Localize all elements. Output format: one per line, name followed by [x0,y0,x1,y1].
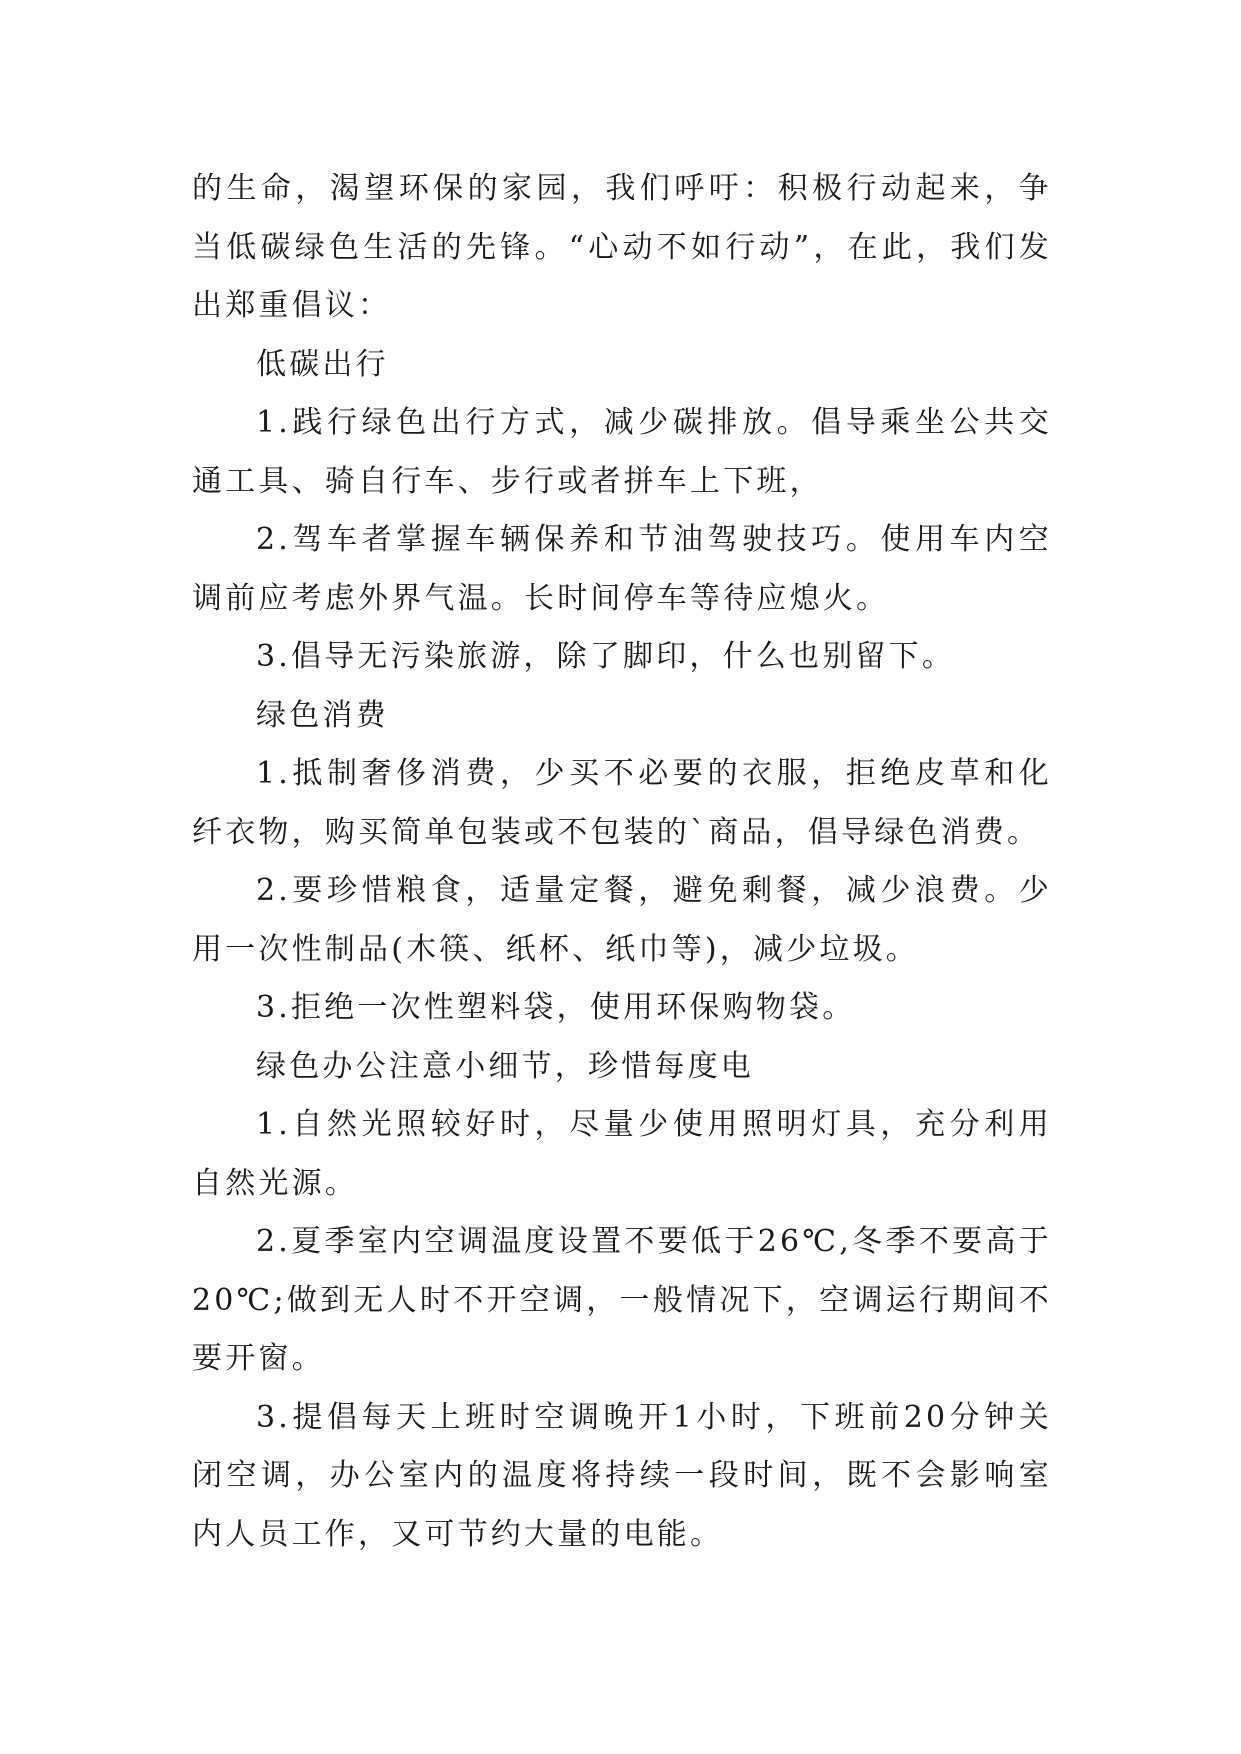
heading-low-carbon-travel: 低碳出行 [256,346,389,382]
paragraph-office-3: 3.提倡每天上班时空调晚开1小时，下班前20分钟关闭空调，办公室内的温度将持续一段时间，既不会影响室内人员工作，又可节约大量的电能。 [192,1399,1052,1552]
paragraph-travel-1: 1.践行绿色出行方式，减少碳排放。倡导乘坐公共交通工具、骑自行车、步行或者拼车上下班， [192,405,1052,499]
paragraph-consumption-1: 1.抵制奢侈消费，少买不必要的衣服，拒绝皮草和化纤衣物，购买简单包装或不包装的`商品，倡导绿色消费。 [192,756,1052,850]
paragraph-office-1: 1.自然光照较好时，尽量少使用照明灯具，充分利用自然光源。 [192,1107,1052,1201]
heading-green-consumption: 绿色消费 [256,697,389,733]
paragraph-travel-3: 3.倡导无污染旅游，除了脚印，什么也别留下。 [256,639,956,674]
paragraph-consumption-3: 3.拒绝一次性塑料袋，使用环保购物袋。 [256,990,856,1025]
paragraph-office-2: 2.夏季室内空调温度设置不要低于26℃,冬季不要高于20℃;做到无人时不开空调，一般情况下，空调运行期间不要开窗。 [192,1224,1052,1376]
paragraph-consumption-2: 2.要珍惜粮食，适量定餐，避免剩餐，减少浪费。少用一次性制品(木筷、纸杯、纸巾等)，减少垃圾。 [192,873,1052,967]
paragraph-travel-2: 2.驾车者掌握车辆保养和节油驾驶技巧。使用车内空调前应考虑外界气温。长时间停车等待应熄火。 [192,522,1052,616]
document-body [192,160,1052,1564]
paragraph-intro-continued: 的生命，渴望环保的家园，我们呼吁：积极行动起来，争当低碳绿色生活的先锋。“心动不如行动”，在此，我们发出郑重倡议： [192,171,1052,323]
heading-green-office: 绿色办公注意小细节，珍惜每度电 [256,1048,754,1084]
